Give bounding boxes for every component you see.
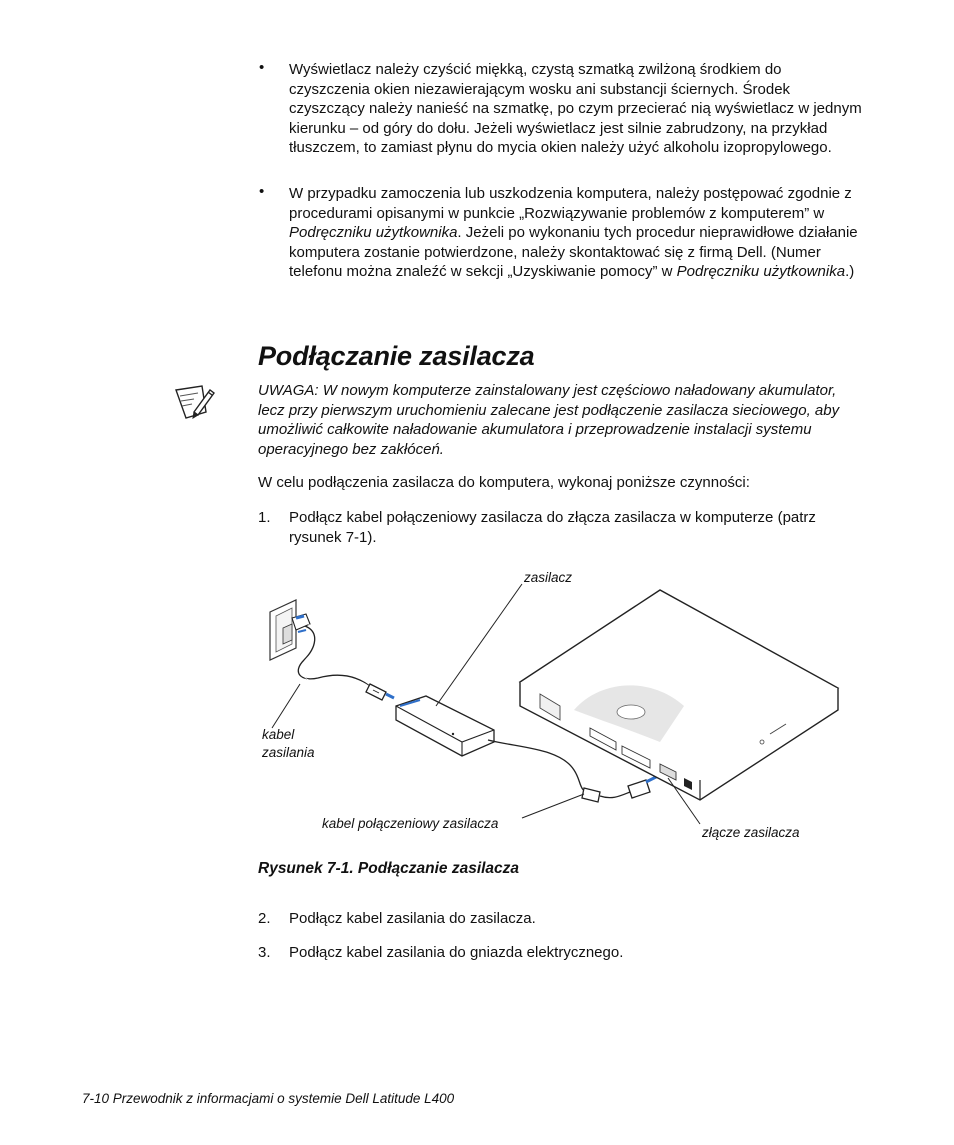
bullet-2-part3: .) xyxy=(845,263,855,281)
label-adapter: zasilacz xyxy=(524,570,573,585)
power-cable-drawing xyxy=(298,624,394,700)
label-connector: złącze zasilacza xyxy=(702,825,800,840)
bullet-text-1: Wyświetlacz należy czyścić miękką, czystą szmatką zwilżoną środkiem do czyszczenia okien niezawierającym wosku ani substancji ściernych. Środek czyszczący należy nanieść na szmatkę, po czym przecierać nią wyświetlacz w jednym kierunku – od góry do dołu. Jeżeli wyświetlacz jest silnie zabrudzony, na przykład tłuszczem, to zamiast płynu do mycia okien należy użyć alkoholu izopropylowego. xyxy=(289,61,862,157)
step-2-text: Podłącz kabel zasilania do zasilacza. xyxy=(289,910,536,927)
power-adapter-drawing xyxy=(396,696,494,756)
step-1-text: Podłącz kabel połączeniowy zasilacza do złącza zasilacza w komputerze (patrz rysunek 7-1). xyxy=(289,509,816,546)
figure-illustration xyxy=(255,560,855,850)
bullet-text-2 xyxy=(289,184,864,282)
step-3-number: 3. xyxy=(258,944,271,961)
label-dc-cable: kabel połączeniowy zasilacza xyxy=(322,816,499,831)
bullet-2-part1: W przypadku zamoczenia lub uszkodzenia komputera, należy postępować zgodnie z procedurami opisanymi w punkcie „Rozwiązywanie problemów z komputerem” w xyxy=(289,185,852,222)
step-1-number: 1. xyxy=(258,509,271,526)
label-power-cable-line2: zasilania xyxy=(262,745,315,760)
figure-svg xyxy=(255,560,855,850)
section-heading: Podłączanie zasilacza xyxy=(258,341,535,371)
bullet-2-em1: Podręczniku użytkownika xyxy=(289,224,458,242)
callout-adapter xyxy=(436,584,522,706)
wall-outlet-drawing xyxy=(270,600,310,660)
note-text: UWAGA: W nowym komputerze zainstalowany jest częściowo naładowany akumulator, lecz przy pierwszym uruchomieniu zalecane jest podłączenie zasilacza sieciowego, aby umożliwić całkowite naładowanie akumulatora i przeprowadzenie instalacji systemu operacyjnego bez zakłóceń. xyxy=(258,382,840,458)
bullet-dot-2: • xyxy=(259,183,265,200)
label-power-cable-line1: kabel xyxy=(262,727,295,742)
page-footer: 7-10 Przewodnik z informacjami o systemie Dell Latitude L400 xyxy=(82,1091,455,1106)
callout-power-cable xyxy=(272,684,300,728)
bullet-2-part2: . Jeżeli po wykonaniu tych procedur nieprawidłowe działanie komputera zostanie potwierdzone, należy skontaktować się z firmą Dell. (Numer telefonu można znaleźć w sekcji „Uzyskiwanie pomocy” w xyxy=(289,224,858,281)
figure-caption: Rysunek 7-1. Podłączanie zasilacza xyxy=(258,860,520,877)
intro-paragraph: W celu podłączenia zasilacza do komputera, wykonaj poniższe czynności: xyxy=(258,474,750,491)
bullet-2-em2: Podręczniku użytkownika xyxy=(676,263,846,281)
note-pencil-icon xyxy=(172,382,216,422)
callout-dc-cable xyxy=(522,794,584,818)
step-3-text: Podłącz kabel zasilania do gniazda elektrycznego. xyxy=(289,944,624,961)
bullet-dot-1: • xyxy=(259,59,265,76)
notebook-drawing xyxy=(520,590,838,800)
step-2-number: 2. xyxy=(258,910,271,927)
